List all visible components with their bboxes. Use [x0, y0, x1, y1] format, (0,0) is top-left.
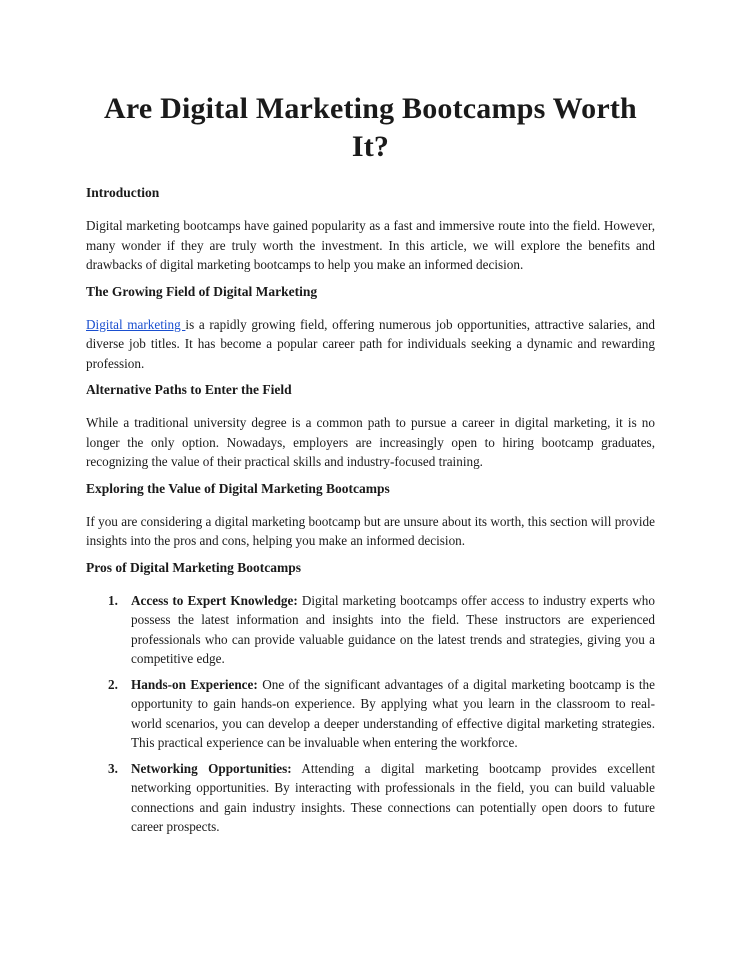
- paragraph-growing-field-text: is a rapidly growing field, offering numerous job opportunities, attractive salaries, and diverse job titles. It has become a popular career path for individuals seeking a dynamic and rewarding profession.: [86, 316, 656, 371]
- list-item-lead: Networking Opportunities:: [131, 760, 292, 776]
- paragraph-growing-field: [86, 315, 655, 374]
- heading-exploring-value: Exploring the Value of Digital Marketing Bootcamps: [86, 480, 390, 496]
- list-item-text: Digital marketing bootcamps offer access to industry experts who possess the latest information and insights into the field. These instructors are experienced professionals who can provide valuable guidance on the latest trends and strategies, giving you a competitive edge.: [131, 592, 655, 666]
- list-item-text: One of the significant advantages of a digital marketing bootcamp is the opportunity to gain hands-on experience. By applying what you learn in the classroom to real-world scenarios, you can develop a deeper understanding of effective digital marketing strategies. This practical experience can be invaluable when entering the workforce.: [131, 676, 655, 750]
- pros-list: [86, 591, 655, 837]
- list-item: [86, 591, 655, 669]
- list-item-lead: Hands-on Experience:: [131, 676, 258, 692]
- heading-introduction: Introduction: [86, 185, 160, 200]
- paragraph-alternative-paths: While a traditional university degree is a common path to pursue a career in digital marketing, it is no longer the only option. Nowadays, employers are increasingly open to hiring bootcamp graduates, recognizing the value of their practical skills and industry-focused training.: [86, 415, 655, 469]
- list-item: [86, 675, 655, 753]
- list-item-lead: Access to Expert Knowledge:: [131, 592, 298, 608]
- paragraph-introduction: Digital marketing bootcamps have gained popularity as a fast and immersive route into the field. However, many wonder if they are truly worth the investment. In this article, we will explore the benefits and drawbacks of digital marketing bootcamps to help you make an informed decision.: [86, 218, 655, 272]
- list-item-number: 1.: [108, 592, 118, 608]
- heading-pros: Pros of Digital Marketing Bootcamps: [86, 559, 301, 575]
- heading-growing-field: The Growing Field of Digital Marketing: [86, 283, 318, 299]
- paragraph-exploring-value: If you are considering a digital marketing bootcamp but are unsure about its worth, this section will provide insights into the pros and cons, helping you make an informed decision.: [86, 513, 655, 548]
- list-item-text: Attending a digital marketing bootcamp provides excellent networking opportunities. By interacting with professionals in the field, you can build valuable connections and gain industry insights. These connections can potentially open doors to future career prospects.: [131, 760, 655, 834]
- heading-alternative-paths: Alternative Paths to Enter the Field: [86, 382, 292, 397]
- list-item: [86, 759, 655, 837]
- document-title: Are Digital Marketing Bootcamps Worth It?: [104, 92, 637, 163]
- digital-marketing-link[interactable]: Digital marketing: [86, 316, 186, 332]
- list-item-number: 2.: [108, 676, 118, 692]
- list-item-number: 3.: [108, 760, 118, 776]
